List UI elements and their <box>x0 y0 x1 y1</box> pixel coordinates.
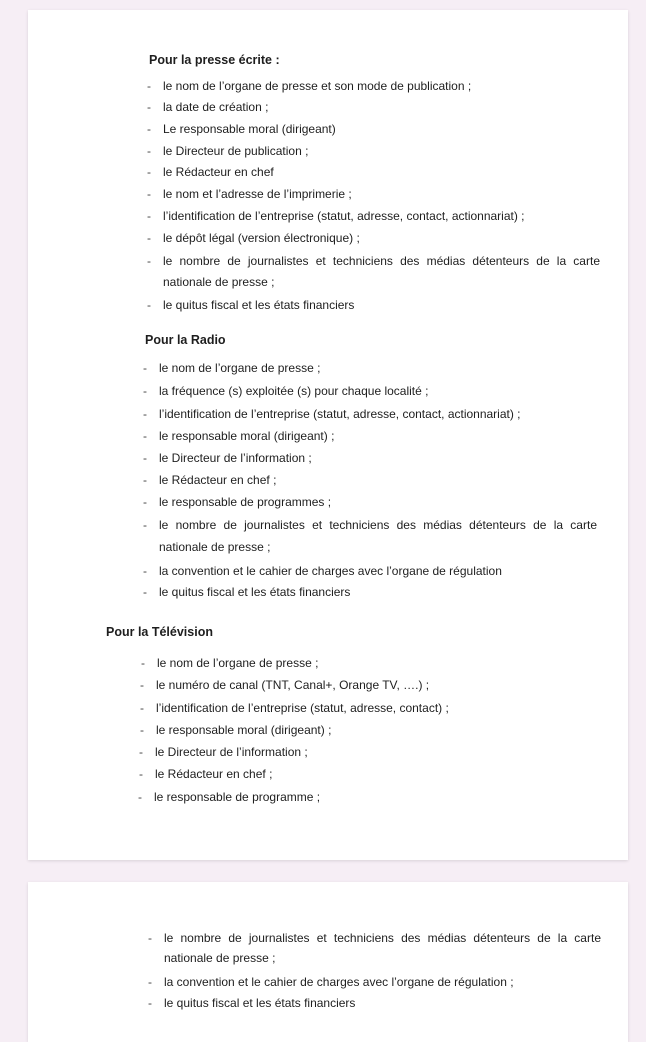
list-item: - le Rédacteur en chef ; <box>139 767 273 781</box>
bullet-dash: - <box>143 361 147 375</box>
list-item: - le nom de l’organe de presse ; <box>143 361 321 375</box>
bullet-dash: - <box>143 495 147 509</box>
list-item: - la date de création ; <box>147 100 269 114</box>
list-item-continuation: nationale de presse ; <box>159 540 271 554</box>
list-item: - Le responsable moral (dirigeant) <box>147 122 336 136</box>
bullet-dash: - <box>147 231 151 245</box>
list-item: - le Rédacteur en chef ; <box>143 473 277 487</box>
bullet-dash: - <box>143 384 147 398</box>
list-item: - l’identification de l’entreprise (statut, adresse, contact) ; <box>140 701 449 715</box>
list-item: - le Directeur de l’information ; <box>143 451 312 465</box>
bullet-dash: - <box>148 996 152 1010</box>
list-item-continuation: nationale de presse ; <box>164 951 276 965</box>
bullet-dash: - <box>147 79 151 93</box>
bullet-dash: - <box>147 122 151 136</box>
bullet-dash: - <box>147 254 151 268</box>
list-item: - le Directeur de l’information ; <box>139 745 308 759</box>
list-item: - le nom et l’adresse de l’imprimerie ; <box>147 187 352 201</box>
bullet-dash: - <box>140 678 144 692</box>
list-item: - le responsable moral (dirigeant) ; <box>140 723 332 737</box>
bullet-dash: - <box>143 518 147 532</box>
bullet-dash: - <box>139 767 143 781</box>
list-item: - le quitus fiscal et les états financiers <box>143 585 351 599</box>
bullet-dash: - <box>147 187 151 201</box>
list-item: - le nombre de journalistes et techniciens des médias détenteurs de la carte <box>143 518 597 532</box>
list-item: - le quitus fiscal et les états financiers <box>148 996 356 1010</box>
bullet-dash: - <box>143 429 147 443</box>
list-item: - le numéro de canal (TNT, Canal+, Orange TV, ….) ; <box>140 678 430 692</box>
list-item: - le quitus fiscal et les états financiers <box>147 298 355 312</box>
bullet-dash: - <box>147 165 151 179</box>
section-title-radio: Pour la Radio <box>145 333 226 347</box>
list-item: - le nom de l’organe de presse et son mode de publication ; <box>147 79 472 93</box>
list-item: - la convention et le cahier de charges avec l’organe de régulation ; <box>148 975 514 989</box>
bullet-dash: - <box>143 451 147 465</box>
bullet-dash: - <box>143 473 147 487</box>
list-item: - le responsable de programme ; <box>138 790 321 804</box>
list-item: - le nom de l’organe de presse ; <box>141 656 319 670</box>
bullet-dash: - <box>147 144 151 158</box>
list-item: - le responsable de programmes ; <box>143 495 332 509</box>
bullet-dash: - <box>141 656 145 670</box>
list-item-continuation: nationale de presse ; <box>163 275 275 289</box>
list-item: - l’identification de l’entreprise (statut, adresse, contact, actionnariat) ; <box>147 209 525 223</box>
list-item: - la fréquence (s) exploitée (s) pour chaque localité ; <box>143 384 429 398</box>
bullet-dash: - <box>143 564 147 578</box>
list-item: - le Directeur de publication ; <box>147 144 309 158</box>
section-title-television: Pour la Télévision <box>106 625 213 639</box>
document-page-2 <box>28 882 628 1042</box>
bullet-dash: - <box>140 701 144 715</box>
document-page-1 <box>28 10 628 860</box>
bullet-dash: - <box>147 298 151 312</box>
bullet-dash: - <box>147 100 151 114</box>
bullet-dash: - <box>143 407 147 421</box>
bullet-dash: - <box>147 209 151 223</box>
list-item: - le responsable moral (dirigeant) ; <box>143 429 335 443</box>
bullet-dash: - <box>148 975 152 989</box>
bullet-dash: - <box>140 723 144 737</box>
bullet-dash: - <box>138 790 142 804</box>
list-item: - le nombre de journalistes et techniciens des médias détenteurs de la carte <box>147 254 600 268</box>
section-title-presse-ecrite: Pour la presse écrite : <box>149 53 280 67</box>
bullet-dash: - <box>143 585 147 599</box>
list-item: - la convention et le cahier de charges avec l’organe de régulation <box>143 564 502 578</box>
list-item: - l’identification de l’entreprise (statut, adresse, contact, actionnariat) ; <box>143 407 521 421</box>
list-item: - le nombre de journalistes et techniciens des médias détenteurs de la carte <box>148 931 601 945</box>
list-item: - le dépôt légal (version électronique) ; <box>147 231 360 245</box>
bullet-dash: - <box>139 745 143 759</box>
bullet-dash: - <box>148 931 152 945</box>
list-item: - le Rédacteur en chef <box>147 165 274 179</box>
